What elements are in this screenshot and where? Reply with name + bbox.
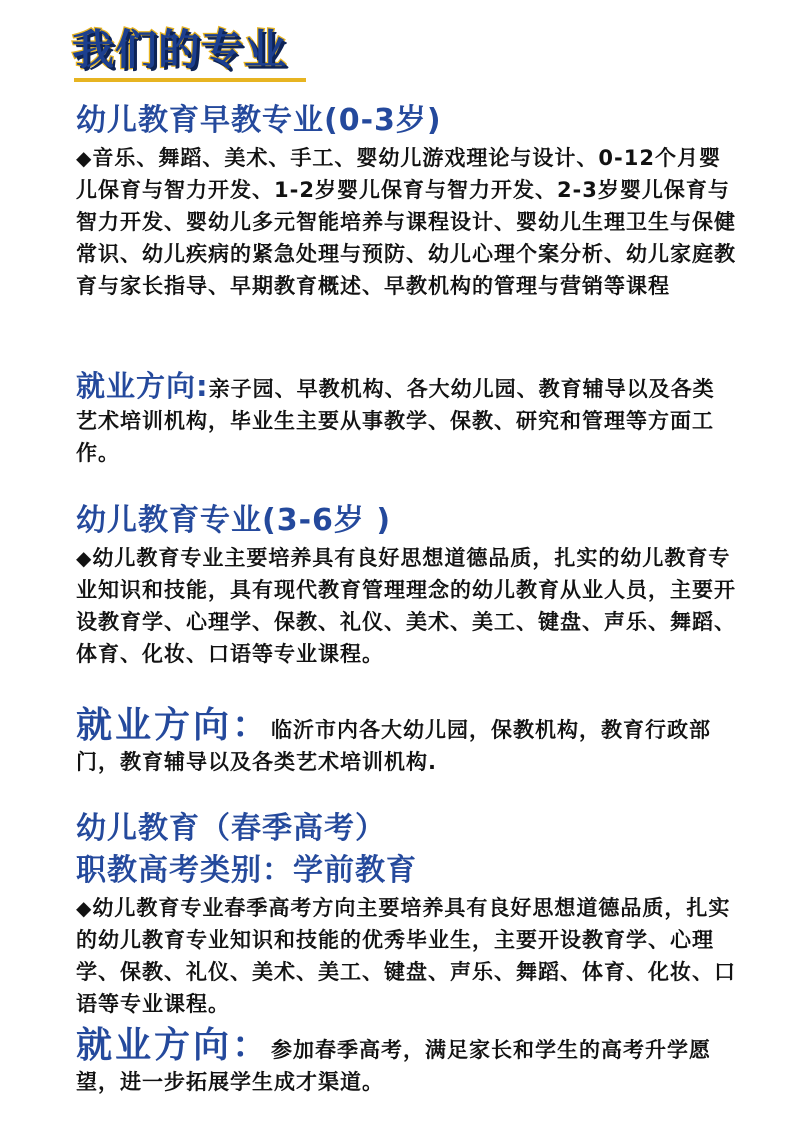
- career-label: 就业方向:: [76, 369, 209, 403]
- career-label: 就业方向：: [76, 705, 272, 746]
- career-direction: [76, 705, 736, 778]
- career-text: 亲子园、早教机构、各大幼儿园、教育辅导以及各类艺术培训机构，毕业生主要从事教学、保教、研究和管理等方面工作。: [76, 377, 715, 465]
- section-description: [76, 142, 736, 302]
- section-heading: 幼儿教育专业(3-6岁 ): [76, 503, 392, 538]
- page-title: 我们的专业: [72, 25, 288, 74]
- career-label: 就业方向：: [76, 1025, 272, 1066]
- section-heading: 幼儿教育（春季高考）: [76, 811, 386, 846]
- career-direction: [76, 370, 736, 469]
- section-subheading: 职教高考类别：学前教育: [76, 853, 417, 888]
- career-text: 临沂市内各大幼儿园，保教机构，教育行政部门，教育辅导以及各类艺术培训机构.: [76, 718, 712, 774]
- diamond-bullet-icon: ◆: [76, 896, 93, 920]
- section-spring-exam: [76, 808, 736, 1020]
- diamond-bullet-icon: ◆: [76, 546, 93, 570]
- section-preschool-education: [76, 500, 736, 670]
- description-text: 幼儿教育专业主要培养具有良好思想道德品质，扎实的幼儿教育专业知识和技能，具有现代教育管理理念的幼儿教育从业人员，主要开设教育学、心理学、保教、礼仪、美术、美工、键盘、声乐、舞蹈、体育、化妆、口语等专业课程。: [76, 546, 736, 666]
- section-description: [76, 892, 736, 1020]
- section-early-education: [76, 100, 736, 302]
- diamond-bullet-icon: ◆: [76, 146, 93, 170]
- section-description: [76, 542, 736, 670]
- description-text: 幼儿教育专业春季高考方向主要培养具有良好思想道德品质，扎实的幼儿教育专业知识和技能的优秀毕业生，主要开设教育学、心理学、保教、礼仪、美术、美工、键盘、声乐、舞蹈、体育、化妆、口语等专业课程。: [76, 896, 736, 1016]
- title-underline: [74, 78, 306, 82]
- career-text: 参加春季高考，满足家长和学生的高考升学愿望，进一步拓展学生成才渠道。: [76, 1038, 712, 1094]
- section-heading: 幼儿教育早教专业(0-3岁): [76, 103, 442, 138]
- description-text: 音乐、舞蹈、美术、手工、婴幼儿游戏理论与设计、0-12个月婴儿保育与智力开发、1-2岁婴儿保育与智力开发、2-3岁婴儿保育与智力开发、婴幼儿多元智能培养与课程设计、婴幼儿生理卫生与保健常识、幼儿疾病的紧急处理与预防、幼儿心理个案分析、幼儿家庭教育与家长指导、早期教育概述、早教机构的管理与营销等课程: [76, 146, 736, 298]
- career-direction: [76, 1025, 736, 1098]
